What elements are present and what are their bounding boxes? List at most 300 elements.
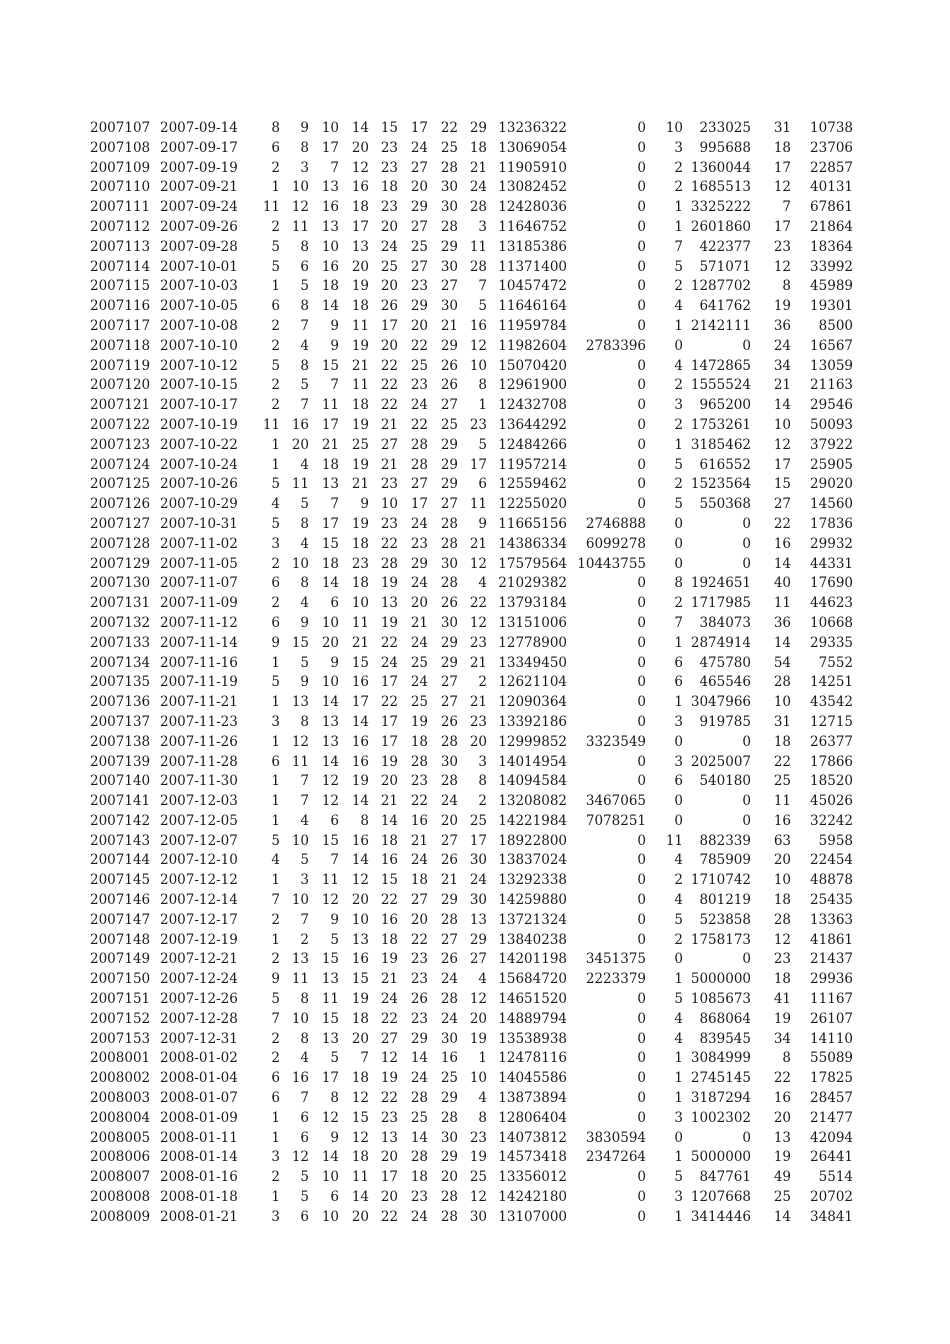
- cell-number-4: 18: [351, 1149, 369, 1166]
- table-row: [0, 1069, 950, 1089]
- cell-number-1: 2: [271, 397, 280, 414]
- cell-pool-carryover: 0: [637, 159, 646, 176]
- cell-second-prize-count: 25: [773, 773, 791, 790]
- cell-first-prize-amount: 2025007: [690, 753, 751, 770]
- table-row: [0, 416, 950, 436]
- cell-number-6: 17: [410, 496, 428, 513]
- cell-number-2: 8: [300, 298, 309, 315]
- cell-draw-date: 2007-10-03: [160, 278, 238, 295]
- cell-second-prize-amount: 19301: [810, 298, 853, 315]
- table-row: [0, 574, 950, 594]
- cell-number-3: 9: [330, 337, 339, 354]
- cell-second-prize-count: 36: [773, 317, 791, 334]
- cell-special-number: 10: [469, 357, 487, 374]
- cell-pool-carryover: 0: [637, 773, 646, 790]
- cell-first-prize-count: 3: [674, 753, 683, 770]
- table-row: [0, 733, 950, 753]
- cell-draw-date: 2008-01-09: [160, 1109, 238, 1126]
- cell-sales-amount: 15070420: [498, 357, 567, 374]
- cell-number-2: 8: [300, 575, 309, 592]
- cell-number-6: 18: [410, 1169, 428, 1186]
- cell-draw-date: 2008-01-02: [160, 1050, 238, 1067]
- cell-number-3: 13: [321, 971, 339, 988]
- cell-second-prize-count: 15: [773, 476, 791, 493]
- cell-draw-date: 2007-10-17: [160, 397, 238, 414]
- cell-first-prize-count: 10: [665, 120, 683, 136]
- cell-number-3: 12: [321, 793, 339, 810]
- cell-sales-amount: 13873894: [498, 1090, 567, 1107]
- cell-number-1: 3: [271, 535, 280, 552]
- cell-first-prize-count: 5: [674, 258, 683, 275]
- cell-number-2: 12: [291, 733, 309, 750]
- cell-issue-number: 2008006: [90, 1149, 151, 1166]
- cell-number-6: 27: [410, 159, 428, 176]
- cell-number-4: 20: [351, 1030, 369, 1047]
- cell-sales-amount: 13840238: [498, 931, 567, 948]
- cell-first-prize-amount: 0: [742, 555, 751, 572]
- cell-number-7: 20: [440, 812, 458, 829]
- cell-special-number: 5: [478, 436, 487, 453]
- table-row: [0, 495, 950, 515]
- cell-number-4: 14: [351, 120, 369, 136]
- cell-number-6: 26: [410, 991, 428, 1008]
- cell-number-1: 5: [271, 238, 280, 255]
- cell-special-number: 30: [469, 1208, 487, 1225]
- cell-second-prize-count: 19: [773, 1149, 791, 1166]
- cell-number-3: 11: [321, 872, 339, 889]
- cell-number-2: 8: [300, 713, 309, 730]
- cell-special-number: 30: [469, 892, 487, 909]
- cell-first-prize-amount: 475780: [699, 654, 751, 671]
- cell-second-prize-count: 7: [782, 199, 791, 216]
- cell-number-3: 10: [321, 120, 339, 136]
- cell-number-7: 28: [440, 535, 458, 552]
- cell-pool-carryover: 0: [637, 931, 646, 948]
- cell-special-number: 17: [469, 832, 487, 849]
- cell-number-6: 21: [410, 614, 428, 631]
- cell-number-3: 17: [321, 1070, 339, 1087]
- cell-number-2: 8: [300, 1030, 309, 1047]
- cell-issue-number: 2007134: [90, 654, 151, 671]
- cell-second-prize-count: 18: [773, 971, 791, 988]
- cell-number-7: 29: [440, 1149, 458, 1166]
- cell-first-prize-count: 3: [674, 1109, 683, 1126]
- cell-sales-amount: 11982604: [498, 337, 567, 354]
- cell-sales-amount: 14014954: [498, 753, 567, 770]
- cell-second-prize-amount: 22857: [810, 159, 853, 176]
- cell-issue-number: 2007121: [90, 397, 151, 414]
- cell-draw-date: 2007-12-03: [160, 793, 238, 810]
- cell-pool-carryover: 0: [637, 595, 646, 612]
- cell-number-3: 8: [330, 1090, 339, 1107]
- cell-number-5: 13: [380, 595, 398, 612]
- cell-number-7: 24: [440, 793, 458, 810]
- cell-first-prize-count: 1: [674, 971, 683, 988]
- cell-second-prize-count: 17: [773, 218, 791, 235]
- cell-first-prize-amount: 571071: [699, 258, 751, 275]
- cell-first-prize-count: 3: [674, 139, 683, 156]
- cell-first-prize-amount: 3325222: [690, 199, 751, 216]
- cell-number-5: 15: [380, 872, 398, 889]
- cell-draw-date: 2007-09-21: [160, 179, 238, 196]
- cell-number-5: 19: [380, 951, 398, 968]
- cell-draw-date: 2007-12-05: [160, 812, 238, 829]
- cell-first-prize-amount: 2601860: [690, 218, 751, 235]
- cell-pool-carryover: 0: [637, 614, 646, 631]
- cell-special-number: 25: [469, 1169, 487, 1186]
- cell-number-7: 29: [440, 634, 458, 651]
- table-row: [0, 911, 950, 931]
- cell-number-6: 22: [410, 416, 428, 433]
- cell-number-1: 1: [271, 931, 280, 948]
- cell-first-prize-amount: 1717985: [690, 595, 751, 612]
- cell-pool-carryover: 0: [637, 1030, 646, 1047]
- cell-number-5: 28: [380, 555, 398, 572]
- cell-number-1: 2: [271, 317, 280, 334]
- cell-first-prize-count: 5: [674, 1169, 683, 1186]
- cell-number-1: 2: [271, 555, 280, 572]
- cell-first-prize-count: 1: [674, 1050, 683, 1067]
- cell-draw-date: 2007-12-26: [160, 991, 238, 1008]
- cell-number-7: 20: [440, 1169, 458, 1186]
- cell-number-4: 23: [351, 555, 369, 572]
- cell-second-prize-amount: 22454: [810, 852, 853, 869]
- cell-number-7: 28: [440, 773, 458, 790]
- cell-draw-date: 2008-01-18: [160, 1189, 238, 1206]
- cell-second-prize-amount: 17825: [810, 1070, 853, 1087]
- cell-number-3: 10: [321, 1169, 339, 1186]
- cell-number-2: 15: [291, 634, 309, 651]
- cell-number-2: 7: [300, 317, 309, 334]
- cell-draw-date: 2007-10-15: [160, 377, 238, 394]
- cell-draw-date: 2007-10-31: [160, 515, 238, 532]
- cell-special-number: 6: [478, 476, 487, 493]
- cell-number-3: 10: [321, 674, 339, 691]
- cell-sales-amount: 12090364: [498, 694, 567, 711]
- cell-sales-amount: 12806404: [498, 1109, 567, 1126]
- cell-number-4: 11: [351, 317, 369, 334]
- cell-pool-carryover: 0: [637, 1109, 646, 1126]
- table-row: [0, 396, 950, 416]
- cell-draw-date: 2007-11-21: [160, 694, 238, 711]
- cell-number-7: 27: [440, 694, 458, 711]
- cell-pool-carryover: 0: [637, 1070, 646, 1087]
- cell-pool-carryover: 0: [637, 852, 646, 869]
- cell-number-1: 4: [271, 496, 280, 513]
- cell-first-prize-count: 1: [674, 317, 683, 334]
- cell-issue-number: 2007119: [90, 357, 151, 374]
- cell-number-3: 15: [321, 1010, 339, 1027]
- cell-number-5: 16: [380, 911, 398, 928]
- cell-issue-number: 2007114: [90, 258, 151, 275]
- cell-sales-amount: 14259880: [498, 892, 567, 909]
- cell-issue-number: 2007109: [90, 159, 151, 176]
- cell-number-5: 17: [380, 317, 398, 334]
- cell-first-prize-amount: 0: [742, 812, 751, 829]
- cell-issue-number: 2007115: [90, 278, 151, 295]
- cell-number-7: 28: [440, 1109, 458, 1126]
- cell-issue-number: 2007124: [90, 456, 151, 473]
- cell-first-prize-count: 3: [674, 1189, 683, 1206]
- cell-number-3: 14: [321, 575, 339, 592]
- cell-pool-carryover: 0: [637, 753, 646, 770]
- cell-first-prize-count: 1: [674, 1208, 683, 1225]
- cell-pool-carryover: 0: [637, 416, 646, 433]
- cell-number-5: 20: [380, 773, 398, 790]
- cell-number-3: 10: [321, 614, 339, 631]
- cell-sales-amount: 13356012: [498, 1169, 567, 1186]
- cell-number-1: 3: [271, 1149, 280, 1166]
- cell-number-1: 2: [271, 1169, 280, 1186]
- cell-number-3: 14: [321, 753, 339, 770]
- cell-number-4: 21: [351, 634, 369, 651]
- table-row: [0, 159, 950, 179]
- cell-number-5: 22: [380, 1090, 398, 1107]
- cell-number-1: 4: [271, 852, 280, 869]
- cell-first-prize-amount: 233025: [699, 120, 751, 136]
- cell-second-prize-amount: 29020: [810, 476, 853, 493]
- cell-second-prize-amount: 29936: [810, 971, 853, 988]
- cell-number-5: 20: [380, 337, 398, 354]
- cell-number-4: 12: [351, 1090, 369, 1107]
- cell-draw-date: 2008-01-16: [160, 1169, 238, 1186]
- cell-number-6: 29: [410, 555, 428, 572]
- cell-number-5: 22: [380, 634, 398, 651]
- cell-second-prize-amount: 29335: [810, 634, 853, 651]
- cell-second-prize-amount: 21477: [810, 1109, 853, 1126]
- cell-first-prize-count: 2: [674, 377, 683, 394]
- cell-first-prize-amount: 1555524: [690, 377, 751, 394]
- table-row: [0, 634, 950, 654]
- cell-first-prize-amount: 465546: [699, 674, 751, 691]
- cell-number-3: 21: [321, 436, 339, 453]
- cell-draw-date: 2007-10-22: [160, 436, 238, 453]
- cell-second-prize-amount: 12715: [810, 713, 853, 730]
- cell-issue-number: 2007142: [90, 812, 151, 829]
- cell-number-3: 9: [330, 1129, 339, 1146]
- cell-number-5: 18: [380, 832, 398, 849]
- cell-number-1: 5: [271, 832, 280, 849]
- cell-first-prize-amount: 965200: [699, 397, 751, 414]
- cell-number-4: 19: [351, 773, 369, 790]
- cell-issue-number: 2007149: [90, 951, 151, 968]
- cell-number-6: 20: [410, 595, 428, 612]
- cell-draw-date: 2007-10-05: [160, 298, 238, 315]
- cell-number-7: 29: [440, 892, 458, 909]
- cell-sales-amount: 12255020: [498, 496, 567, 513]
- cell-number-2: 9: [300, 120, 309, 136]
- cell-number-7: 29: [440, 337, 458, 354]
- cell-second-prize-amount: 50093: [810, 416, 853, 433]
- cell-special-number: 30: [469, 852, 487, 869]
- cell-special-number: 2: [478, 674, 487, 691]
- cell-number-3: 15: [321, 951, 339, 968]
- table-row: [0, 851, 950, 871]
- cell-special-number: 5: [478, 298, 487, 315]
- cell-draw-date: 2007-12-12: [160, 872, 238, 889]
- table-row: [0, 119, 950, 139]
- cell-number-2: 2: [300, 931, 309, 948]
- cell-first-prize-count: 0: [674, 535, 683, 552]
- cell-number-4: 16: [351, 753, 369, 770]
- cell-second-prize-amount: 43542: [810, 694, 853, 711]
- cell-second-prize-amount: 23706: [810, 139, 853, 156]
- cell-first-prize-count: 2: [674, 595, 683, 612]
- cell-draw-date: 2008-01-07: [160, 1090, 238, 1107]
- cell-number-3: 9: [330, 317, 339, 334]
- cell-second-prize-amount: 28457: [810, 1090, 853, 1107]
- cell-second-prize-amount: 11167: [810, 991, 853, 1008]
- cell-draw-date: 2007-09-28: [160, 238, 238, 255]
- cell-first-prize-amount: 1758173: [690, 931, 751, 948]
- cell-issue-number: 2007132: [90, 614, 151, 631]
- cell-pool-carryover: 0: [637, 278, 646, 295]
- cell-number-7: 22: [440, 120, 458, 136]
- cell-draw-date: 2007-09-19: [160, 159, 238, 176]
- cell-number-3: 12: [321, 773, 339, 790]
- cell-draw-date: 2008-01-11: [160, 1129, 238, 1146]
- cell-number-1: 2: [271, 218, 280, 235]
- cell-number-5: 21: [380, 416, 398, 433]
- cell-number-1: 6: [271, 1070, 280, 1087]
- table-row: [0, 1168, 950, 1188]
- cell-pool-carryover: 0: [637, 832, 646, 849]
- cell-first-prize-count: 0: [674, 812, 683, 829]
- cell-first-prize-amount: 384073: [699, 614, 751, 631]
- cell-number-2: 11: [291, 218, 309, 235]
- cell-issue-number: 2007144: [90, 852, 151, 869]
- cell-first-prize-amount: 1710742: [690, 872, 751, 889]
- cell-pool-carryover: 0: [637, 694, 646, 711]
- cell-number-3: 6: [330, 1189, 339, 1206]
- cell-second-prize-count: 31: [773, 120, 791, 136]
- cell-number-1: 3: [271, 1208, 280, 1225]
- cell-issue-number: 2007127: [90, 515, 151, 532]
- cell-number-6: 28: [410, 1090, 428, 1107]
- cell-number-6: 23: [410, 1010, 428, 1027]
- cell-sales-amount: 12621104: [498, 674, 567, 691]
- cell-number-2: 16: [291, 416, 309, 433]
- cell-number-3: 6: [330, 812, 339, 829]
- cell-number-3: 11: [321, 991, 339, 1008]
- cell-number-1: 2: [271, 1050, 280, 1067]
- cell-number-3: 13: [321, 179, 339, 196]
- cell-number-2: 4: [300, 337, 309, 354]
- cell-number-2: 8: [300, 991, 309, 1008]
- cell-second-prize-count: 20: [773, 1109, 791, 1126]
- cell-second-prize-amount: 26107: [810, 1010, 853, 1027]
- cell-number-7: 27: [440, 832, 458, 849]
- cell-number-1: 2: [271, 1030, 280, 1047]
- cell-number-5: 17: [380, 733, 398, 750]
- cell-number-5: 12: [380, 1050, 398, 1067]
- cell-special-number: 16: [469, 317, 487, 334]
- cell-second-prize-count: 16: [773, 1090, 791, 1107]
- cell-number-2: 8: [300, 357, 309, 374]
- cell-first-prize-amount: 5000000: [690, 1149, 751, 1166]
- cell-first-prize-amount: 801219: [699, 892, 751, 909]
- cell-number-7: 30: [440, 753, 458, 770]
- cell-first-prize-count: 0: [674, 951, 683, 968]
- cell-number-1: 1: [271, 1189, 280, 1206]
- cell-number-2: 7: [300, 773, 309, 790]
- cell-number-1: 2: [271, 951, 280, 968]
- cell-number-7: 29: [440, 238, 458, 255]
- cell-pool-carryover: 0: [637, 456, 646, 473]
- cell-number-7: 28: [440, 575, 458, 592]
- cell-pool-carryover: 2223379: [585, 971, 646, 988]
- cell-second-prize-count: 23: [773, 238, 791, 255]
- cell-number-4: 8: [360, 812, 369, 829]
- cell-first-prize-count: 7: [674, 614, 683, 631]
- cell-number-4: 16: [351, 179, 369, 196]
- cell-draw-date: 2007-10-08: [160, 317, 238, 334]
- cell-number-3: 17: [321, 515, 339, 532]
- cell-first-prize-count: 11: [665, 832, 683, 849]
- cell-number-5: 26: [380, 298, 398, 315]
- cell-number-4: 19: [351, 416, 369, 433]
- cell-number-7: 27: [440, 674, 458, 691]
- table-row: [0, 950, 950, 970]
- cell-pool-carryover: 0: [637, 713, 646, 730]
- cell-number-1: 1: [271, 436, 280, 453]
- cell-second-prize-amount: 44623: [810, 595, 853, 612]
- cell-draw-date: 2007-11-09: [160, 595, 238, 612]
- cell-number-5: 13: [380, 1129, 398, 1146]
- cell-pool-carryover: 3451375: [585, 951, 646, 968]
- cell-issue-number: 2007152: [90, 1010, 151, 1027]
- cell-first-prize-count: 2: [674, 931, 683, 948]
- cell-pool-carryover: 0: [637, 199, 646, 216]
- cell-number-2: 6: [300, 1109, 309, 1126]
- cell-issue-number: 2007153: [90, 1030, 151, 1047]
- cell-number-3: 13: [321, 1030, 339, 1047]
- cell-first-prize-count: 3: [674, 397, 683, 414]
- cell-special-number: 3: [478, 218, 487, 235]
- cell-second-prize-amount: 40131: [810, 179, 853, 196]
- cell-first-prize-amount: 1472865: [690, 357, 751, 374]
- cell-issue-number: 2007110: [90, 179, 151, 196]
- cell-number-5: 20: [380, 1149, 398, 1166]
- cell-issue-number: 2007135: [90, 674, 151, 691]
- cell-second-prize-amount: 14251: [810, 674, 853, 691]
- cell-pool-carryover: 0: [637, 1050, 646, 1067]
- cell-first-prize-count: 4: [674, 1010, 683, 1027]
- cell-number-1: 6: [271, 575, 280, 592]
- cell-number-4: 16: [351, 733, 369, 750]
- cell-number-1: 6: [271, 298, 280, 315]
- cell-first-prize-amount: 882339: [699, 832, 751, 849]
- table-row: [0, 139, 950, 159]
- cell-number-3: 14: [321, 1149, 339, 1166]
- cell-number-4: 18: [351, 397, 369, 414]
- cell-first-prize-count: 4: [674, 852, 683, 869]
- cell-sales-amount: 13082452: [498, 179, 567, 196]
- cell-number-3: 18: [321, 456, 339, 473]
- cell-number-3: 10: [321, 238, 339, 255]
- cell-first-prize-amount: 3047966: [690, 694, 751, 711]
- cell-number-6: 23: [410, 951, 428, 968]
- cell-number-7: 30: [440, 1030, 458, 1047]
- cell-number-1: 2: [271, 911, 280, 928]
- cell-second-prize-amount: 21864: [810, 218, 853, 235]
- cell-number-7: 28: [440, 218, 458, 235]
- cell-number-6: 16: [410, 812, 428, 829]
- cell-sales-amount: 18922800: [498, 832, 567, 849]
- cell-special-number: 12: [469, 991, 487, 1008]
- cell-special-number: 12: [469, 337, 487, 354]
- cell-special-number: 12: [469, 555, 487, 572]
